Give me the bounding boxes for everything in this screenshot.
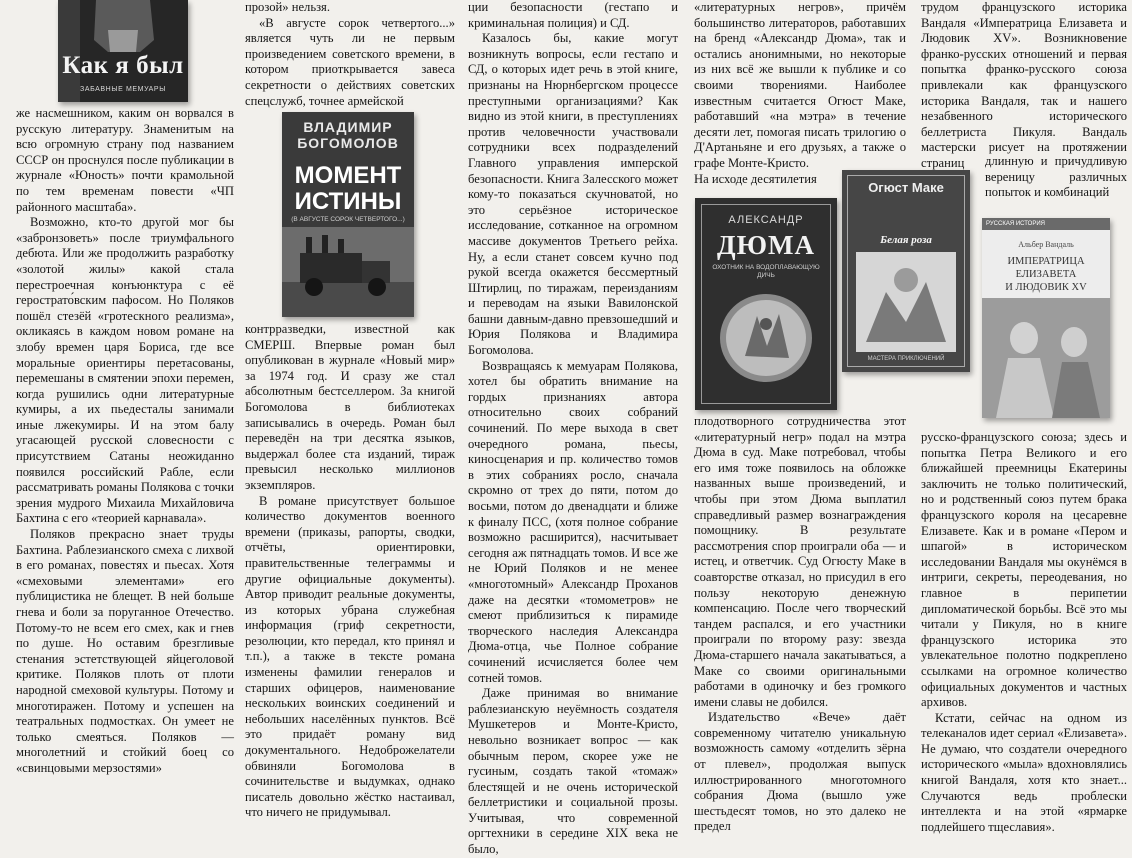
article-column-5-top-indent	[985, 154, 1127, 198]
war-truck-illustration	[282, 227, 414, 317]
cover-title-line-1: ИМПЕРАТРИЦА	[1007, 256, 1085, 267]
cover-author-first: АЛЕКСАНДР	[728, 214, 804, 226]
book-cover-make	[842, 170, 970, 372]
cover-author: Огюст Маке	[868, 180, 944, 195]
paragraph: Возвращаясь к мемуарам Полякова, хотел бы обратить внимание на гордых признаниях автора относительно своих собраний сочинений. По мере выхода в свет очередного романа, пьесы, киносценария и пр. количество томов в этих собраниях росло, сначала скромно от трех до пяти, потом до восьми, потом до двенадцати и ближе к финалу ПСС, (хотя полное собрание возможно расширится), насчитывает сегодня аж пятнадцать томов. И все же не Юрий Поляков и не менее «многотомный» Александр Проханов даже на десятки «томометров» не смеют приблизиться к пирамиде творческого наследия Александра Дюма-отца, чье Полное собрание сочинений исчисляется более чем сотней томов.	[468, 358, 678, 685]
cover-author-last: БОГОМОЛОВ	[297, 135, 399, 151]
paragraph: Поляков прекрасно знает труды Бахтина. Раблезианского смеха с лихвой в его романах, повестях и пьесах. Хотя «смеховыми элементами» его публицистика не блещет. В ней больше гнева и боли за поруганное Отечество. Потому-то не всем его смех, как и гнев по душе. Но оставим брезгливые стенания эстетствующей яйцеголовой критике. Поляков плоть от плоти народной смеховой культуры. Потому и многотиражен. Потому и успешен на театральных подмостках. Он умеет не только смеяться. Поляков — многолетний и стойкий боец со «свинцовыми мерзостями»	[16, 527, 234, 775]
cover-title: Белая роза	[880, 234, 932, 246]
paragraph-continued: длинную и причудливую вереницу различных попыток и комбинаций	[985, 154, 1127, 200]
paragraph: прозой» нельзя.	[245, 0, 330, 14]
article-column-2-top	[245, 0, 455, 108]
cover-subtitle: ЗАБАВНЫЕ МЕМУАРЫ	[80, 86, 166, 93]
paragraph: плодотворного сотрудничества этот «литературный негр» подал на мэтра Дюма в суд. Маке потребовал, чтобы его имя тоже появилось на обложке названных выше произведений, и чтобы при этом Дюма выплатил справедливый размер вознаграждения помощнику. В результате рассмотрения спор проиграли оба — и истец, и ответчик. Суд Огюсту Маке в соавторстве отказал, но присудил в его пользу некоторую денежную компенсацию. После чего творческий тандем распался, и его участники проиграли по второму разу: звезда Дюма-старшего начала закатываться, а Маке со своими оригинальными работами в одиночку и без громкого имени славы не добился.	[694, 414, 906, 709]
paragraph: Издательство «Вече» даёт современному читателю уникальную возможность самому «отделить зёрна от плевел», продолжая выпуск иллюстрированного многотомного собрания Дюма (вышло уже шестьдесят томов, но это далеко не предел	[694, 710, 906, 834]
paragraph-tail: На исходе десятилетия	[694, 171, 817, 186]
cover-author-last: ДЮМА	[717, 230, 815, 260]
paragraph: «литературных негров», причём большинство литераторов, работавших на бренд «Александр Дюма», так и остались анонимными, но некоторые из них всё же вышли к публике и со своими творениями. Наиболее известным считается Огюст Маке, работавший «на мэтра» в течение десяти лет, помогая писать трилогию о Д'Артаньяне и его друзьях, а также о графе Монте-Кристо.	[694, 0, 906, 170]
cover-title-line-2: ЕЛИЗАВЕТА	[1015, 269, 1077, 280]
cover-series: РУССКАЯ ИСТОРИЯ	[982, 218, 1110, 230]
book-cover-moment-istiny	[282, 112, 414, 317]
cover-subtitle: (В АВГУСТЕ СОРОК ЧЕТВЕРТОГО...)	[291, 216, 405, 223]
book-cover-dumas	[695, 198, 837, 410]
paragraph: же насмешником, каким он ворвался в русскую литературу. Знаменитым на всю огромную страну под названием СССР он проснулся после публикации в журнале «Юность» почти крамольной по тем временам повести «ЧП районного масштаба».	[16, 106, 234, 214]
paragraph: Кстати, сейчас на одном из телеканалов идет сериал «Елизавета». Не думаю, что создатели очередного исторического «мыла» вдохновлялись книгой Вандаля, хотя кто знает... Случаются ведь проблески интеллекта и на этой «ярмарке подлейшего тщеславия».	[921, 710, 1127, 834]
paragraph: В романе присутствует большое количество документов военного времени (приказы, рапорты, сводки, отчёты, ориентировки, правительственные телеграммы и другие официальные документы). Автор приводит реальные документы, из которых убрана служебная информация (гриф секретности, резолюции, кто передал, кто принял и т.п.), а также в тексте романа изменены фамилии генералов и старших офицеров, наименование нескольких воинских соединений и небольших населённых пунктов. Всё это придаёт роману вид документального. Недоброжелатели обвиняли Богомолова в сочинительстве и выдумках, однако писатель довольно жёстко настаивал, что ничего не придумывал.	[245, 493, 455, 820]
paragraph: «В августе сорок четвертого...» является чуть ли не первым произведением советского времени, в котором приоткрывается завеса секретности о действиях советских спецслужб, точнее армейской	[245, 15, 455, 108]
paragraph: русско-французского союза; здесь и попытка Петра Великого и его ближайшей преемницы Екатерины заключить не только политический, но и родственный союз путем брака французского короля на цесаревне Елизавете. Как и в романе «Пером и шпагой» в историческом исследовании Вандаля мы окунёмся в интриги, секреты, переодевания, но главное в перипетии дипломатической борьбы. Всё это мы читали у Пикуля, но в книге французского историка это увлекательное полотно подкреплено ссылками на огромное количество официальных документов и частных архивов.	[921, 430, 1127, 710]
rose-illustration	[856, 252, 956, 352]
article-column-5-top	[921, 0, 1127, 170]
article-column-4-top	[694, 0, 906, 186]
book-cover-vandal	[982, 218, 1110, 418]
paragraph: трудом французского историка Вандаля «Императрица Елизавета и Людовик XV». Возникновение франко-русских отношений и первая попытка франко-русского союза привлекали как французского историка Вандаля, так и нашего незабвенного исторического беллетриста Пикуля. Вандаль мастерски рисует на протяжении страниц	[921, 0, 1127, 170]
article-column-3	[468, 0, 678, 857]
article-column-4-bottom	[694, 414, 906, 834]
cover-author: Альбер Вандаль	[1018, 240, 1074, 249]
paragraph: Даже принимая во внимание раблезианскую неуёмность создателя Мушкетеров и Монте-Кристо, невольно возникает вопрос — как обычным пером, скорее уже не гусиным, создать такой «томаж» блестящей и не очень исторической беллетристики и социальной прозы. Учитывая, что современной оргтехники в середине XIX века не было,	[468, 686, 678, 857]
cover-title-line-2: ИСТИНЫ	[294, 188, 402, 215]
paragraph: Казалось бы, какие могут возникнуть вопросы, если гестапо и СД, о которых идет речь в этой книге, признаны на Нюрнбергском процессе преступными организациями? Как видно из этой книги, в преступлениях против человечности участвовали сотрудники всех подразделений Главного управления имперской безопасности. Книга Залесского может кому-то показаться скучноватой, но это серьёзное историческое исследование, сотканное на огромном массиве документов Третьего рейха. Ну, а если станет совсем кучно под рукой всегда окажется бессмертный Штирлиц, по тиражам, переизданиям и переводам на языки Вавилонской башни давным-давно превзошедший и Юрия Полякова и Владимира Богомолова.	[468, 31, 678, 358]
cover-author-first: ВЛАДИМИР	[303, 119, 393, 135]
paragraph: контрразведки, известной как СМЕРШ. Впервые роман был опубликован в журнале «Новый мир» за 1974 год. И сразу же стал абсолютным бестселлером. За книгой Богомолова в библиотеках записывались в очередь. Роман был переведён на три десятка языков, выдержал более ста изданий, тираж превысил несколько миллионов экземпляров.	[245, 322, 455, 492]
hunting-illustration	[695, 286, 837, 396]
cover-title-line-3: И ЛЮДОВИК XV	[1005, 282, 1087, 293]
cover-title: Как я был	[62, 52, 184, 79]
article-column-5-bottom	[921, 430, 1127, 834]
article-column-2-bottom	[245, 322, 455, 823]
cover-series: МАСТЕРА ПРИКЛЮЧЕНИЙ	[867, 356, 945, 362]
paragraph: Возможно, кто-то другой мог бы «забронзоветь» после триумфального дебюта. Или же продолжить разработку «золотой жилы» какой стала перестроечная конъюнктура с её герострато́вским пафосом. Но Поляков пошёл стезёй «гротескного реализма», окликаясь в каждом новом романе на злобу времен царя Бориса, где все моральные ориентиры перетасованы, перемешаны в смятении эпохи перемен, когда рушились одни литературные кумиры, а их пьедесталы занимали иные лжекумиры. И на этом балу угасающей русской словесности с присутствием Сатаны неожиданно появился российский Рабле, если рассматривать романы Полякова с точки зрения мудрого Михаила Михайловича Бахтина с его «теорией карнавала».	[16, 215, 234, 526]
cover-title: ОХОТНИК НА ВОДОПЛАВАЮЩУЮ ДИЧЬ	[712, 264, 820, 279]
article-column-1	[16, 0, 234, 823]
paragraph: ции безопасности (гестапо и криминальная полиция) и СД.	[468, 0, 678, 30]
cover-title-line-1: МОМЕНТ	[294, 162, 402, 189]
portrait-illustration	[982, 298, 1110, 418]
